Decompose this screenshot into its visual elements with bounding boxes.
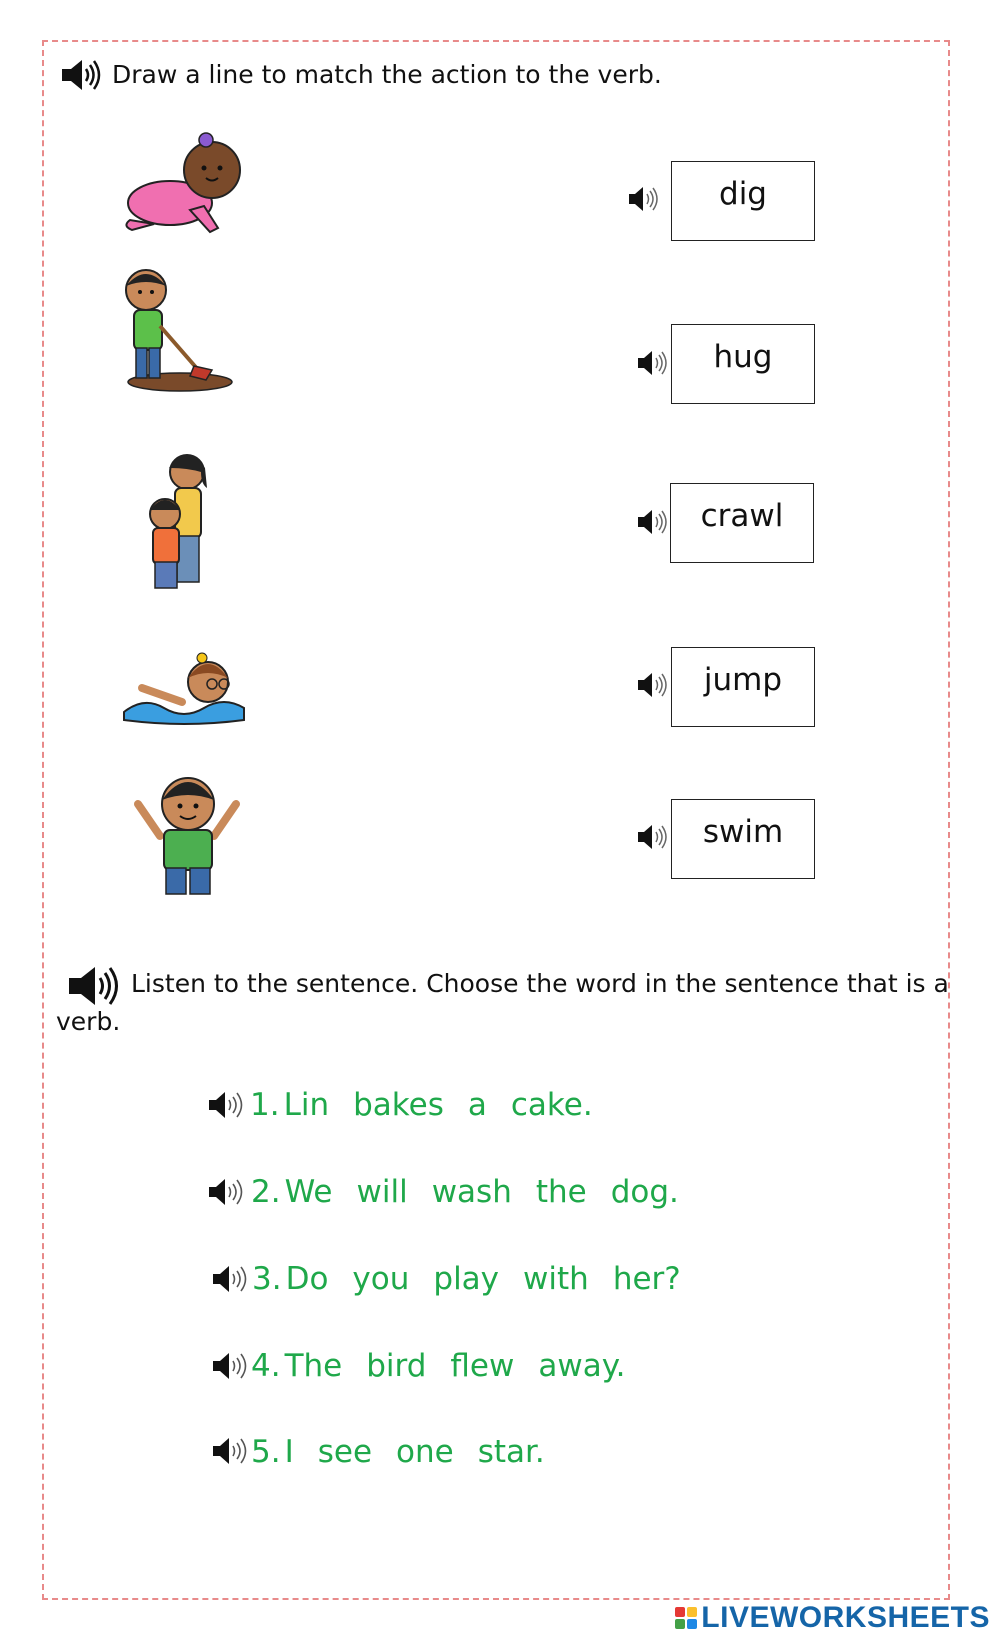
sentence-word[interactable]: play: [433, 1261, 500, 1297]
sentence-word[interactable]: the: [535, 1174, 587, 1210]
speaker-icon[interactable]: [212, 1265, 248, 1293]
sentence-word[interactable]: The: [284, 1348, 343, 1384]
sentence-number: 4.: [251, 1348, 281, 1384]
sentence-4: [251, 1348, 650, 1384]
sentence-word[interactable]: one: [396, 1434, 454, 1470]
sentence-number: 5.: [251, 1434, 281, 1470]
sentence-word[interactable]: bird: [366, 1348, 427, 1384]
sentence-5: [251, 1434, 569, 1470]
sentence-word[interactable]: star.: [477, 1434, 545, 1470]
sentence-word[interactable]: away.: [538, 1348, 626, 1384]
sentence-word[interactable]: will: [356, 1174, 408, 1210]
word-box-crawl[interactable]: crawl: [670, 483, 814, 563]
speaker-icon[interactable]: [637, 672, 669, 698]
word-box-hug[interactable]: hug: [671, 324, 815, 404]
speaker-icon[interactable]: [208, 1178, 244, 1206]
swimming-girl-picture: [122, 648, 247, 728]
speaker-icon[interactable]: [637, 824, 669, 850]
speaker-icon[interactable]: [637, 350, 669, 376]
sentence-word[interactable]: dog.: [610, 1174, 679, 1210]
sentence-word[interactable]: Lin: [283, 1087, 330, 1123]
section1-instruction: Draw a line to match the action to the verb.: [112, 60, 662, 89]
sentence-word[interactable]: We: [284, 1174, 333, 1210]
sentence-word[interactable]: with: [523, 1261, 589, 1297]
sentence-3: [252, 1261, 705, 1297]
sentence-number: 3.: [252, 1261, 282, 1297]
word-box-dig[interactable]: dig: [671, 161, 815, 241]
liveworksheets-logo: [675, 1600, 990, 1636]
crawling-baby-picture: [120, 128, 250, 243]
speaker-icon[interactable]: [637, 509, 669, 535]
section2-instruction-line1: Listen to the sentence. Choose the word in the sentence that is a: [131, 969, 949, 998]
sentence-word[interactable]: see: [317, 1434, 373, 1470]
logo-grid-icon: [675, 1607, 697, 1629]
word-box-swim[interactable]: swim: [671, 799, 815, 879]
speaker-icon[interactable]: [212, 1437, 248, 1465]
sentence-1: [250, 1087, 617, 1123]
speaker-icon[interactable]: [60, 58, 102, 92]
brand-name: LIVEWORKSHEETS: [701, 1601, 990, 1634]
jumping-boy-picture: [130, 774, 245, 902]
hugging-children-picture: [145, 452, 217, 594]
sentence-word[interactable]: bakes: [353, 1087, 444, 1123]
sentence-word[interactable]: flew: [450, 1348, 515, 1384]
sentence-number: 1.: [250, 1087, 280, 1123]
speaker-icon[interactable]: [67, 965, 121, 1007]
digging-boy-picture: [120, 268, 235, 396]
sentence-word[interactable]: a: [467, 1087, 487, 1123]
sentence-word[interactable]: wash: [431, 1174, 512, 1210]
sentence-word[interactable]: you: [352, 1261, 410, 1297]
word-box-jump[interactable]: jump: [671, 647, 815, 727]
speaker-icon[interactable]: [208, 1091, 244, 1119]
sentence-word[interactable]: her?: [612, 1261, 681, 1297]
section2-instruction-line2: verb.: [56, 1007, 121, 1036]
sentence-number: 2.: [251, 1174, 281, 1210]
speaker-icon[interactable]: [212, 1352, 248, 1380]
sentence-2: [251, 1174, 703, 1210]
sentence-word[interactable]: Do: [285, 1261, 329, 1297]
sentence-word[interactable]: I: [284, 1434, 294, 1470]
sentence-word[interactable]: cake.: [510, 1087, 593, 1123]
speaker-icon[interactable]: [628, 186, 660, 212]
